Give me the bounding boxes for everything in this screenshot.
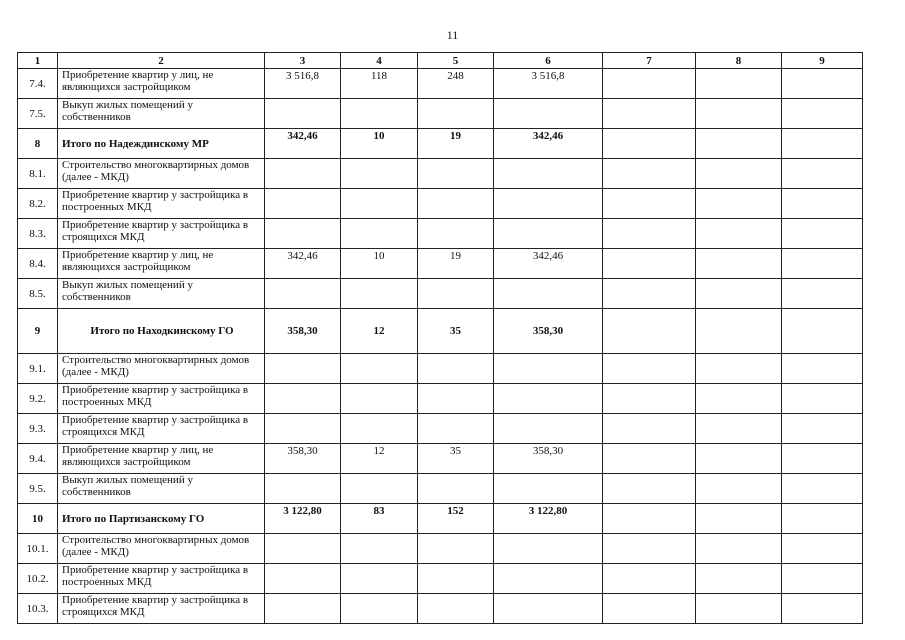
row-name-cell: Приобретение квартир у лиц, не являющихся застройщиком xyxy=(58,444,265,474)
value-cell-3 xyxy=(265,279,341,309)
value-cell-4 xyxy=(341,279,418,309)
value-cell-4 xyxy=(341,354,418,384)
empty-cell-8 xyxy=(696,534,782,564)
empty-cell-7 xyxy=(603,354,696,384)
empty-cell-7 xyxy=(603,564,696,594)
value-cell-6: 342,46 xyxy=(494,249,603,279)
empty-cell-7 xyxy=(603,219,696,249)
row-number-cell: 9.4. xyxy=(18,444,58,474)
row-name-cell: Приобретение квартир у застройщика в построенных МКД xyxy=(58,564,265,594)
value-cell-3 xyxy=(265,219,341,249)
page-number: 11 xyxy=(446,28,459,42)
empty-cell-9 xyxy=(782,279,863,309)
col-header-3: 3 xyxy=(265,53,341,69)
col-header-4: 4 xyxy=(341,53,418,69)
row-number-cell: 7.4. xyxy=(18,69,58,99)
empty-cell-9 xyxy=(782,444,863,474)
row-number-cell: 10 xyxy=(18,504,58,534)
value-cell-6 xyxy=(494,534,603,564)
row-name-cell: Приобретение квартир у застройщика в построенных МКД xyxy=(58,189,265,219)
row-number-cell: 9.2. xyxy=(18,384,58,414)
value-cell-6 xyxy=(494,219,603,249)
value-cell-3 xyxy=(265,99,341,129)
row-name-cell: Выкуп жилых помещений у собственников xyxy=(58,474,265,504)
value-cell-5 xyxy=(418,414,494,444)
row-name-cell: Приобретение квартир у лиц, не являющихся застройщиком xyxy=(58,69,265,99)
empty-cell-8 xyxy=(696,354,782,384)
value-cell-6: 3 122,80 xyxy=(494,504,603,534)
value-cell-6 xyxy=(494,159,603,189)
col-header-8: 8 xyxy=(696,53,782,69)
value-cell-5: 152 xyxy=(418,504,494,534)
empty-cell-8 xyxy=(696,249,782,279)
empty-cell-7 xyxy=(603,534,696,564)
empty-cell-9 xyxy=(782,414,863,444)
value-cell-6 xyxy=(494,564,603,594)
empty-cell-8 xyxy=(696,189,782,219)
row-number-cell: 10.3. xyxy=(18,594,58,624)
col-header-9: 9 xyxy=(782,53,863,69)
value-cell-4 xyxy=(341,159,418,189)
empty-cell-8 xyxy=(696,504,782,534)
empty-cell-7 xyxy=(603,69,696,99)
row-number-cell: 10.1. xyxy=(18,534,58,564)
empty-cell-8 xyxy=(696,474,782,504)
row-number-cell: 8.2. xyxy=(18,189,58,219)
value-cell-6 xyxy=(494,279,603,309)
row-name-cell: Приобретение квартир у застройщика в строящихся МКД xyxy=(58,414,265,444)
row-number-cell: 8.5. xyxy=(18,279,58,309)
empty-cell-9 xyxy=(782,219,863,249)
table-row xyxy=(18,594,863,624)
value-cell-3 xyxy=(265,474,341,504)
table-row xyxy=(18,384,863,414)
empty-cell-9 xyxy=(782,564,863,594)
empty-cell-9 xyxy=(782,534,863,564)
row-number-cell: 8.4. xyxy=(18,249,58,279)
empty-cell-7 xyxy=(603,129,696,159)
empty-cell-7 xyxy=(603,309,696,354)
table-row xyxy=(18,474,863,504)
value-cell-3 xyxy=(265,384,341,414)
table-row xyxy=(18,354,863,384)
empty-cell-8 xyxy=(696,444,782,474)
value-cell-5 xyxy=(418,534,494,564)
value-cell-6 xyxy=(494,99,603,129)
empty-cell-8 xyxy=(696,414,782,444)
row-number-cell: 10.2. xyxy=(18,564,58,594)
value-cell-3 xyxy=(265,354,341,384)
empty-cell-9 xyxy=(782,309,863,354)
value-cell-5 xyxy=(418,159,494,189)
row-number-cell: 8.3. xyxy=(18,219,58,249)
row-name-cell: Приобретение квартир у застройщика в строящихся МКД xyxy=(58,594,265,624)
empty-cell-8 xyxy=(696,219,782,249)
empty-cell-9 xyxy=(782,474,863,504)
table-row xyxy=(18,99,863,129)
row-name-cell: Строительство многоквартирных домов (далее - МКД) xyxy=(58,534,265,564)
value-cell-5 xyxy=(418,354,494,384)
value-cell-4 xyxy=(341,219,418,249)
empty-cell-8 xyxy=(696,159,782,189)
table-body xyxy=(18,53,863,624)
row-number-cell: 7.5. xyxy=(18,99,58,129)
value-cell-4 xyxy=(341,414,418,444)
row-name-cell: Приобретение квартир у застройщика в построенных МКД xyxy=(58,384,265,414)
value-cell-6: 358,30 xyxy=(494,444,603,474)
value-cell-5: 248 xyxy=(418,69,494,99)
row-name-cell: Приобретение квартир у лиц, не являющихся застройщиком xyxy=(58,249,265,279)
table-row-total xyxy=(18,309,863,354)
table-row xyxy=(18,414,863,444)
value-cell-3: 342,46 xyxy=(265,129,341,159)
value-cell-4 xyxy=(341,594,418,624)
table-row xyxy=(18,534,863,564)
table-row xyxy=(18,249,863,279)
table-row-total xyxy=(18,129,863,159)
value-cell-6: 3 516,8 xyxy=(494,69,603,99)
row-number-cell: 8.1. xyxy=(18,159,58,189)
value-cell-6: 358,30 xyxy=(494,309,603,354)
header-row xyxy=(18,53,863,69)
value-cell-6: 342,46 xyxy=(494,129,603,159)
empty-cell-9 xyxy=(782,69,863,99)
value-cell-5 xyxy=(418,219,494,249)
table-row-total xyxy=(18,504,863,534)
empty-cell-8 xyxy=(696,384,782,414)
value-cell-4 xyxy=(341,384,418,414)
table-row xyxy=(18,69,863,99)
empty-cell-7 xyxy=(603,474,696,504)
value-cell-5 xyxy=(418,564,494,594)
empty-cell-7 xyxy=(603,504,696,534)
row-name-cell: Выкуп жилых помещений у собственников xyxy=(58,99,265,129)
row-name-cell: Строительство многоквартирных домов (далее - МКД) xyxy=(58,159,265,189)
value-cell-4 xyxy=(341,564,418,594)
value-cell-3: 3 516,8 xyxy=(265,69,341,99)
empty-cell-8 xyxy=(696,69,782,99)
value-cell-6 xyxy=(494,354,603,384)
empty-cell-9 xyxy=(782,594,863,624)
row-name-cell: Строительство многоквартирных домов (далее - МКД) xyxy=(58,354,265,384)
empty-cell-9 xyxy=(782,504,863,534)
value-cell-3 xyxy=(265,189,341,219)
empty-cell-7 xyxy=(603,384,696,414)
empty-cell-9 xyxy=(782,159,863,189)
table-row xyxy=(18,219,863,249)
table-row xyxy=(18,564,863,594)
empty-cell-7 xyxy=(603,99,696,129)
empty-cell-8 xyxy=(696,309,782,354)
empty-cell-8 xyxy=(696,99,782,129)
row-name-cell: Приобретение квартир у застройщика в строящихся МКД xyxy=(58,219,265,249)
value-cell-3 xyxy=(265,594,341,624)
value-cell-5: 19 xyxy=(418,249,494,279)
value-cell-6 xyxy=(494,384,603,414)
value-cell-3: 342,46 xyxy=(265,249,341,279)
data-table xyxy=(17,52,863,624)
value-cell-5 xyxy=(418,384,494,414)
row-name-cell: Итого по Находкинскому ГО xyxy=(58,309,265,354)
table-row xyxy=(18,279,863,309)
value-cell-5 xyxy=(418,474,494,504)
value-cell-5 xyxy=(418,189,494,219)
value-cell-6 xyxy=(494,414,603,444)
row-number-cell: 9.5. xyxy=(18,474,58,504)
table-row xyxy=(18,159,863,189)
value-cell-4 xyxy=(341,474,418,504)
row-name-cell: Выкуп жилых помещений у собственников xyxy=(58,279,265,309)
empty-cell-9 xyxy=(782,189,863,219)
value-cell-4: 83 xyxy=(341,504,418,534)
value-cell-6 xyxy=(494,594,603,624)
value-cell-4: 12 xyxy=(341,444,418,474)
empty-cell-9 xyxy=(782,384,863,414)
value-cell-3 xyxy=(265,414,341,444)
row-name-cell: Итого по Партизанскому ГО xyxy=(58,504,265,534)
value-cell-4 xyxy=(341,99,418,129)
empty-cell-7 xyxy=(603,594,696,624)
row-number-cell: 9.3. xyxy=(18,414,58,444)
empty-cell-7 xyxy=(603,414,696,444)
empty-cell-7 xyxy=(603,189,696,219)
value-cell-4 xyxy=(341,189,418,219)
value-cell-3 xyxy=(265,534,341,564)
col-header-1: 1 xyxy=(18,53,58,69)
value-cell-6 xyxy=(494,189,603,219)
value-cell-5 xyxy=(418,99,494,129)
value-cell-3 xyxy=(265,159,341,189)
empty-cell-8 xyxy=(696,594,782,624)
table-row xyxy=(18,189,863,219)
empty-cell-9 xyxy=(782,129,863,159)
value-cell-3: 358,30 xyxy=(265,309,341,354)
col-header-7: 7 xyxy=(603,53,696,69)
value-cell-3: 3 122,80 xyxy=(265,504,341,534)
col-header-6: 6 xyxy=(494,53,603,69)
row-name-cell: Итого по Надеждинскому МР xyxy=(58,129,265,159)
empty-cell-9 xyxy=(782,354,863,384)
col-header-5: 5 xyxy=(418,53,494,69)
empty-cell-7 xyxy=(603,279,696,309)
value-cell-6 xyxy=(494,474,603,504)
empty-cell-9 xyxy=(782,249,863,279)
table-row xyxy=(18,444,863,474)
row-number-cell: 9 xyxy=(18,309,58,354)
value-cell-4 xyxy=(341,534,418,564)
empty-cell-7 xyxy=(603,249,696,279)
value-cell-4: 118 xyxy=(341,69,418,99)
value-cell-4: 10 xyxy=(341,249,418,279)
value-cell-5: 35 xyxy=(418,309,494,354)
empty-cell-8 xyxy=(696,564,782,594)
empty-cell-9 xyxy=(782,99,863,129)
value-cell-3 xyxy=(265,564,341,594)
empty-cell-7 xyxy=(603,444,696,474)
empty-cell-7 xyxy=(603,159,696,189)
empty-cell-8 xyxy=(696,279,782,309)
value-cell-3: 358,30 xyxy=(265,444,341,474)
value-cell-4: 12 xyxy=(341,309,418,354)
value-cell-5: 35 xyxy=(418,444,494,474)
value-cell-5 xyxy=(418,279,494,309)
row-number-cell: 8 xyxy=(18,129,58,159)
empty-cell-8 xyxy=(696,129,782,159)
value-cell-5 xyxy=(418,594,494,624)
value-cell-5: 19 xyxy=(418,129,494,159)
col-header-2: 2 xyxy=(58,53,265,69)
row-number-cell: 9.1. xyxy=(18,354,58,384)
value-cell-4: 10 xyxy=(341,129,418,159)
